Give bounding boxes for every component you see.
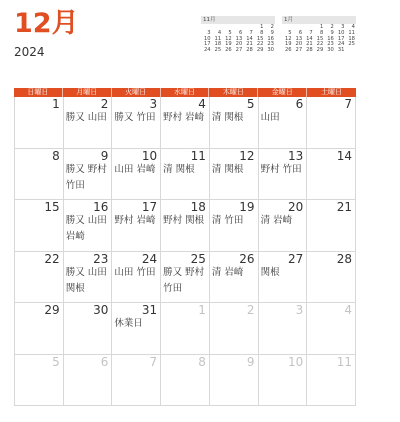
day-cell[interactable]	[259, 149, 308, 201]
day-cell[interactable]	[161, 252, 210, 304]
mini-day: 9	[330, 29, 334, 36]
day-note: 清 岩崎	[260, 215, 293, 226]
day-cell[interactable]	[161, 355, 210, 407]
day-cell[interactable]	[259, 355, 308, 407]
mini-day: 20	[235, 41, 243, 48]
day-number: 2	[100, 97, 109, 111]
day-note: 清 関根	[163, 163, 195, 175]
mini-day: 3	[207, 29, 211, 36]
mini-day: 16	[267, 35, 274, 42]
mini-calendar-previous	[201, 16, 275, 54]
day-cell[interactable]	[307, 200, 356, 252]
mini-day: 23	[327, 41, 334, 48]
day-number: 8	[52, 148, 60, 163]
day-note: 勝又 竹田	[114, 112, 156, 123]
day-cell[interactable]	[112, 97, 161, 149]
mini-day: 28	[246, 47, 253, 54]
day-cell[interactable]	[15, 149, 64, 201]
mini-day: 6	[298, 29, 303, 36]
day-note: 勝又 山田 岩崎	[65, 215, 107, 242]
day-number: 23	[93, 251, 109, 266]
mini-day: 3	[341, 24, 345, 30]
day-cell[interactable]	[307, 252, 356, 304]
day-cell[interactable]	[64, 97, 113, 149]
mini-day: 12	[284, 35, 292, 42]
mini-day: 19	[225, 41, 232, 48]
day-cell[interactable]	[307, 303, 356, 355]
mini-day: 30	[327, 47, 334, 54]
mini-day: 8	[319, 29, 324, 36]
year-label: 2024	[14, 45, 45, 59]
mini-day: 26	[225, 47, 232, 54]
day-cell[interactable]	[112, 355, 161, 407]
mini-day: 25	[214, 47, 222, 54]
day-number: 10	[141, 148, 158, 163]
day-number: 11	[190, 148, 206, 163]
mini-day: 6	[238, 29, 243, 36]
day-number: 3	[295, 303, 304, 317]
day-cell[interactable]	[307, 97, 356, 149]
day-cell[interactable]	[64, 355, 113, 407]
mini-day: 20	[295, 41, 303, 48]
day-number: 30	[93, 303, 109, 317]
mini-day: 2	[330, 24, 334, 30]
day-cell[interactable]	[64, 252, 113, 304]
day-number: 25	[190, 251, 206, 266]
day-cell[interactable]	[259, 200, 308, 252]
day-note: 勝又 野村 竹田	[65, 163, 107, 191]
day-number: 2	[246, 303, 255, 317]
day-cell[interactable]	[15, 200, 64, 252]
day-cell[interactable]	[210, 252, 259, 304]
day-number: 14	[336, 148, 352, 163]
day-cell[interactable]	[307, 149, 356, 201]
day-number: 5	[246, 97, 255, 111]
day-number: 17	[141, 200, 158, 214]
day-note: 勝又 山田	[65, 112, 107, 123]
day-number: 29	[44, 303, 60, 317]
day-cell[interactable]	[64, 303, 113, 355]
mini-day: 13	[235, 35, 243, 42]
day-number: 8	[198, 354, 206, 369]
day-note: 関根	[260, 266, 280, 278]
mini-day: 1	[319, 24, 324, 30]
day-cell[interactable]	[15, 355, 64, 407]
mini-day: 2	[270, 24, 274, 30]
day-note: 清 岩崎	[211, 266, 244, 278]
mini-day: 11	[348, 29, 355, 36]
day-note: 山田 竹田	[114, 266, 156, 278]
day-number: 9	[246, 354, 255, 369]
day-number: 15	[44, 200, 60, 214]
day-number: 13	[288, 148, 304, 163]
mini-day: 22	[256, 41, 264, 48]
day-number: 21	[336, 200, 352, 214]
day-cell[interactable]	[112, 252, 161, 304]
day-number: 10	[288, 354, 304, 369]
day-note: 清 関根	[211, 163, 244, 175]
mini-calendar-title: 11月	[201, 16, 275, 24]
day-number: 6	[100, 354, 109, 369]
day-cell[interactable]	[210, 303, 259, 355]
mini-day: 4	[351, 24, 355, 30]
mini-day: 23	[267, 41, 274, 48]
day-number: 9	[100, 148, 109, 163]
day-number: 12	[239, 148, 255, 163]
weekday-label: 月曜日	[63, 88, 112, 97]
mini-day: 27	[295, 47, 303, 54]
day-cell[interactable]	[15, 303, 64, 355]
mini-day: 19	[284, 41, 292, 48]
day-cell[interactable]	[161, 303, 210, 355]
mini-day: 11	[214, 35, 222, 42]
mini-day: 5	[228, 29, 232, 36]
day-cell[interactable]	[259, 97, 308, 149]
mini-day: 29	[316, 47, 324, 54]
mini-day: 21	[306, 41, 313, 48]
day-note: 山田 岩崎	[114, 163, 156, 175]
weekday-label: 火曜日	[112, 88, 161, 97]
day-note: 野村 関根	[163, 215, 205, 226]
day-number: 19	[239, 200, 255, 214]
mini-day: 15	[316, 35, 324, 42]
weekday-label: 木曜日	[209, 88, 258, 97]
day-number: 27	[288, 251, 304, 266]
day-number: 11	[336, 354, 352, 369]
mini-day: 25	[348, 41, 355, 48]
mini-day: 9	[270, 29, 274, 36]
day-number: 24	[141, 251, 158, 266]
mini-day: 14	[306, 35, 313, 42]
mini-day: 15	[256, 35, 264, 42]
mini-day: 22	[316, 41, 324, 48]
day-number: 5	[52, 354, 60, 369]
mini-day: 7	[309, 29, 313, 36]
mini-day: 17	[337, 35, 345, 42]
mini-day: 30	[267, 47, 274, 54]
day-number: 7	[344, 97, 352, 111]
day-cell[interactable]	[64, 149, 113, 201]
mini-day: 18	[348, 35, 355, 42]
mini-day: 8	[260, 29, 264, 36]
mini-day: 28	[306, 47, 313, 54]
day-number: 4	[198, 97, 206, 111]
mini-day: 27	[235, 47, 243, 54]
month-title: 12月	[14, 8, 79, 39]
mini-day	[345, 48, 356, 54]
day-cell[interactable]	[161, 149, 210, 201]
day-cell[interactable]	[210, 355, 259, 407]
day-number: 16	[93, 200, 109, 214]
day-number: 26	[239, 251, 255, 266]
day-cell[interactable]	[259, 252, 308, 304]
day-note: 勝又 野村 竹田	[163, 266, 205, 294]
day-number: 20	[288, 200, 304, 214]
mini-day: 31	[337, 47, 345, 54]
mini-day: 14	[246, 35, 253, 42]
day-number: 4	[344, 303, 352, 317]
weekday-header	[14, 88, 356, 97]
weekday-label: 水曜日	[161, 88, 210, 97]
day-note: 野村 岩崎	[114, 215, 156, 226]
day-number: 1	[52, 97, 60, 111]
mini-day: 21	[246, 41, 253, 48]
mini-day: 10	[337, 29, 345, 36]
day-cell[interactable]	[64, 200, 113, 252]
day-number: 22	[44, 251, 60, 266]
day-number: 7	[149, 354, 158, 369]
mini-calendar-title: 1月	[282, 16, 356, 24]
day-cell[interactable]	[112, 303, 161, 355]
day-number: 1	[198, 303, 206, 317]
mini-day: 26	[284, 47, 292, 54]
mini-day: 18	[214, 41, 222, 48]
day-cell[interactable]	[15, 97, 64, 149]
mini-day: 17	[203, 41, 211, 48]
day-note: 野村 竹田	[260, 163, 302, 175]
day-cell[interactable]	[210, 149, 259, 201]
mini-day: 10	[203, 35, 211, 42]
mini-day: 24	[203, 47, 211, 54]
mini-day: 29	[256, 47, 264, 54]
weekday-label: 金曜日	[258, 88, 307, 97]
day-note: 勝又 山田 関根	[65, 266, 107, 294]
weekday-label: 土曜日	[321, 88, 343, 96]
mini-day: 13	[295, 35, 303, 42]
mini-day: 4	[217, 29, 222, 36]
day-cell[interactable]	[259, 303, 308, 355]
day-number: 18	[190, 200, 206, 214]
day-note: 休業日	[114, 318, 143, 329]
month-calendar	[14, 88, 356, 406]
mini-day: 7	[249, 29, 253, 36]
day-cell[interactable]	[112, 200, 161, 252]
day-note: 山田	[260, 112, 280, 123]
calendar-grid	[14, 97, 356, 406]
mini-day: 5	[288, 29, 292, 36]
day-cell[interactable]	[15, 252, 64, 304]
day-cell[interactable]	[112, 149, 161, 201]
day-number: 28	[336, 251, 352, 266]
day-cell[interactable]	[161, 200, 210, 252]
day-note: 野村 岩崎	[163, 112, 205, 123]
day-cell[interactable]	[307, 355, 356, 407]
day-cell[interactable]	[161, 97, 210, 149]
weekday-label: 日曜日	[14, 88, 63, 97]
day-number: 3	[149, 97, 158, 111]
day-note: 清 竹田	[211, 215, 244, 226]
mini-day: 12	[225, 35, 232, 42]
mini-calendar-next	[282, 16, 356, 54]
mini-day: 24	[337, 41, 345, 48]
mini-day: 1	[260, 24, 264, 30]
mini-day: 16	[327, 35, 334, 42]
day-note: 清 関根	[211, 112, 244, 123]
day-number: 31	[141, 303, 158, 317]
day-number: 6	[295, 97, 304, 111]
day-cell[interactable]	[210, 97, 259, 149]
day-cell[interactable]	[210, 200, 259, 252]
